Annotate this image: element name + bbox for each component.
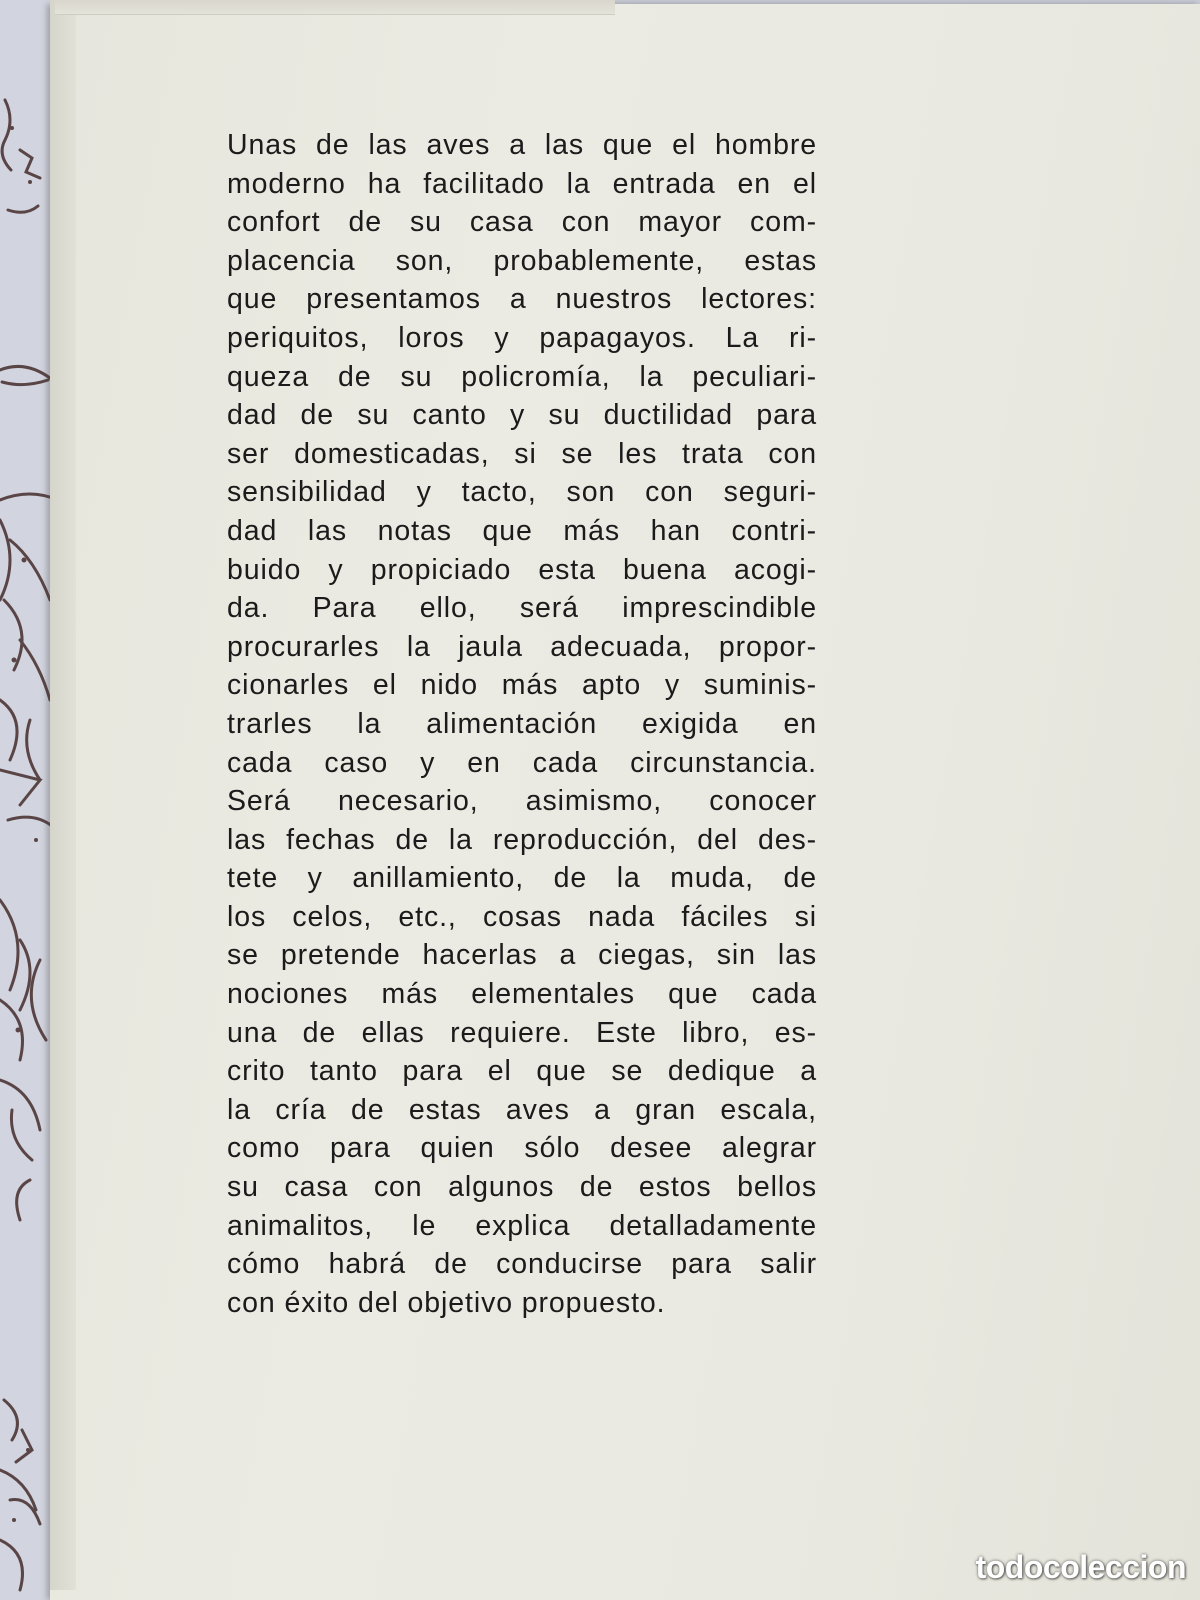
blurb-line: que presentamos a nuestros lectores: bbox=[227, 283, 817, 316]
blurb-line: dad las notas que más han contri- bbox=[227, 514, 817, 547]
blurb-line: placencia son, probablemente, estas bbox=[227, 244, 817, 277]
blurb-line: dad de su canto y su ductilidad para bbox=[227, 399, 817, 432]
blurb-line: cionarles el nido más apto y suminis- bbox=[227, 669, 817, 702]
blurb-line: buido y propiciado esta buena acogi- bbox=[227, 553, 817, 586]
blurb-line: sensibilidad y tacto, son con seguri- bbox=[227, 476, 817, 509]
watermark: todocoleccion bbox=[975, 1549, 1186, 1585]
blurb-line: una de ellas requiere. Este libro, es- bbox=[227, 1016, 817, 1049]
blurb-line: nociones más elementales que cada bbox=[227, 978, 817, 1011]
page-top-edge bbox=[55, 0, 615, 15]
blurb-line: da. Para ello, será imprescindible bbox=[227, 592, 817, 625]
book-blurb bbox=[227, 126, 817, 1322]
page-inner-edge bbox=[50, 0, 76, 1590]
blurb-line: la cría de estas aves a gran escala, bbox=[227, 1093, 817, 1126]
blurb-line: con éxito del objetivo propuesto. bbox=[227, 1286, 666, 1319]
blurb-line: periquitos, loros y papagayos. La ri- bbox=[227, 321, 817, 354]
blurb-line: tete y anillamiento, de la muda, de bbox=[227, 862, 817, 895]
blurb-line: Unas de las aves a las que el hombre bbox=[227, 129, 817, 161]
blurb-line: ser domesticadas, si se les trata con bbox=[227, 437, 817, 470]
blurb-line: moderno ha facilitado la entrada en el bbox=[227, 167, 817, 200]
blurb-line: se pretende hacerlas a ciegas, sin las bbox=[227, 939, 817, 972]
blurb-line: su casa con algunos de estos bellos bbox=[227, 1171, 817, 1204]
blurb-line: animalitos, le explica detalladamente bbox=[227, 1209, 817, 1242]
blurb-line: los celos, etc., cosas nada fáciles si bbox=[227, 900, 817, 933]
blurb-line: trarles la alimentación exigida en bbox=[227, 707, 817, 740]
blurb-line: como para quien sólo desee alegrar bbox=[227, 1132, 817, 1165]
blurb-line: queza de su policromía, la peculiari- bbox=[227, 360, 817, 393]
blurb-line: crito tanto para el que se dedique a bbox=[227, 1055, 817, 1088]
blurb-line: confort de su casa con mayor com- bbox=[227, 206, 817, 239]
blurb-line: las fechas de la reproducción, del des- bbox=[227, 823, 817, 856]
blurb-line: Será necesario, asimismo, conocer bbox=[227, 785, 817, 818]
blurb-line: cómo habrá de conducirse para salir bbox=[227, 1248, 817, 1281]
blurb-line: procurarles la jaula adecuada, propor- bbox=[227, 630, 817, 663]
blurb-line: cada caso y en cada circunstancia. bbox=[227, 746, 817, 779]
